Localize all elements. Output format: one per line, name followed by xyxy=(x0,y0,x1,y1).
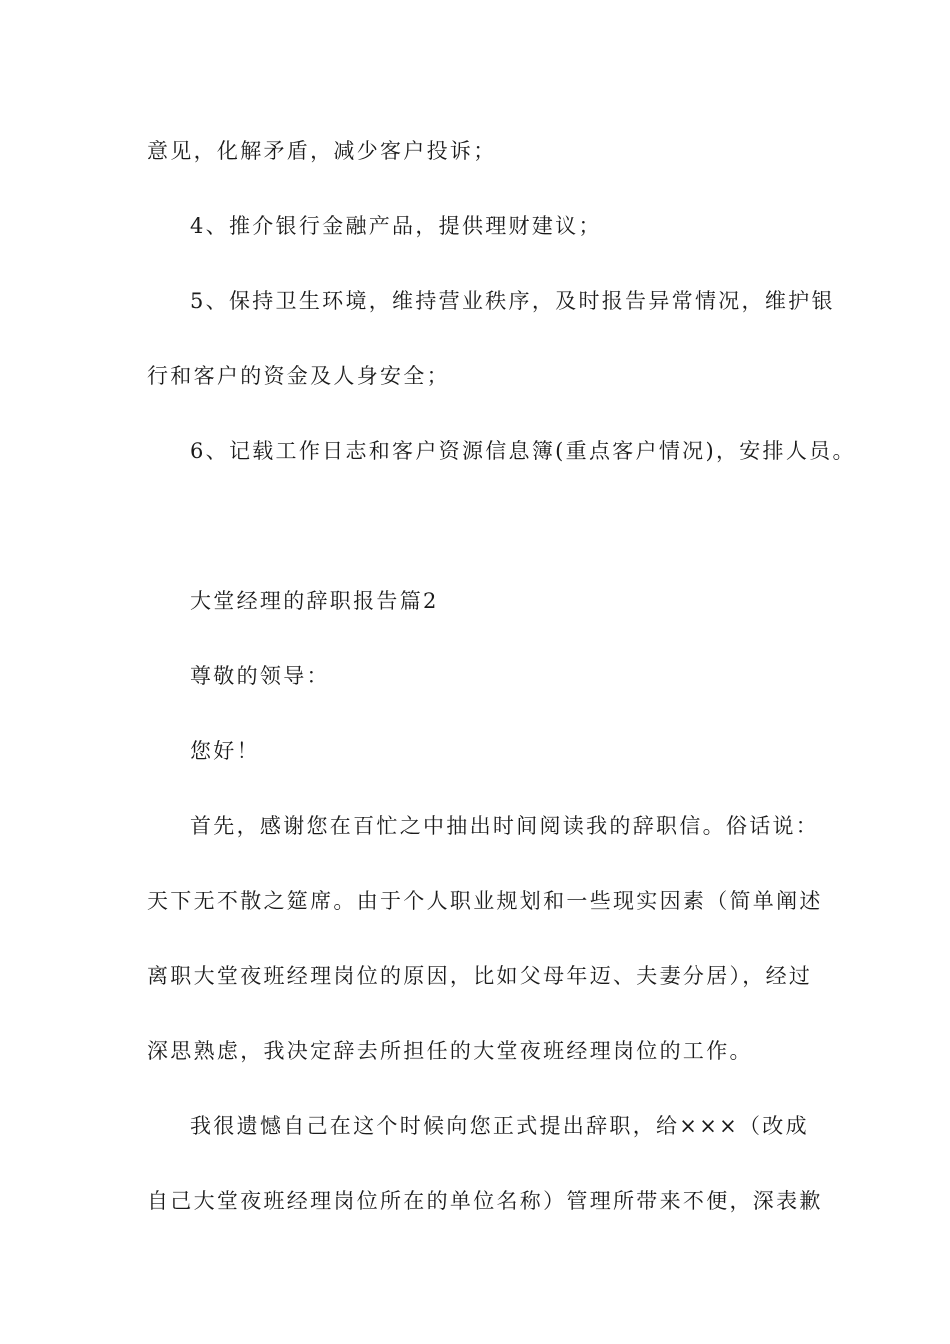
greeting: 您好！ xyxy=(190,739,260,763)
paragraph-line: 4、推介银行金融产品，提供理财建议； xyxy=(190,214,602,238)
paragraph-line: 天下无不散之筵席。由于个人职业规划和一些现实因素（简单阐述 xyxy=(147,889,823,913)
section-heading: 大堂经理的辞职报告篇2 xyxy=(190,589,439,613)
paragraph-line: 首先，感谢您在百忙之中抽出时间阅读我的辞职信。俗话说： xyxy=(190,814,820,838)
paragraph-line: 深思熟虑，我决定辞去所担任的大堂夜班经理岗位的工作。 xyxy=(147,1039,753,1063)
paragraph-line: 行和客户的资金及人身安全； xyxy=(147,364,450,388)
paragraph-line: 我很遗憾自己在这个时候向您正式提出辞职，给×××（改成 xyxy=(190,1114,809,1138)
paragraph-line: 自己大堂夜班经理岗位所在的单位名称）管理所带来不便，深表歉 xyxy=(147,1189,823,1213)
paragraph-line: 6、记载工作日志和客户资源信息簿(重点客户情况)，安排人员。 xyxy=(190,439,856,463)
paragraph-line: 5、保持卫生环境，维持营业秩序，及时报告异常情况，维护银 xyxy=(190,289,835,313)
salutation: 尊敬的领导： xyxy=(190,664,330,688)
paragraph-line: 离职大堂夜班经理岗位的原因，比如父母年迈、夫妻分居），经过 xyxy=(147,964,813,988)
paragraph-line: 意见，化解矛盾，减少客户投诉； xyxy=(147,139,497,163)
